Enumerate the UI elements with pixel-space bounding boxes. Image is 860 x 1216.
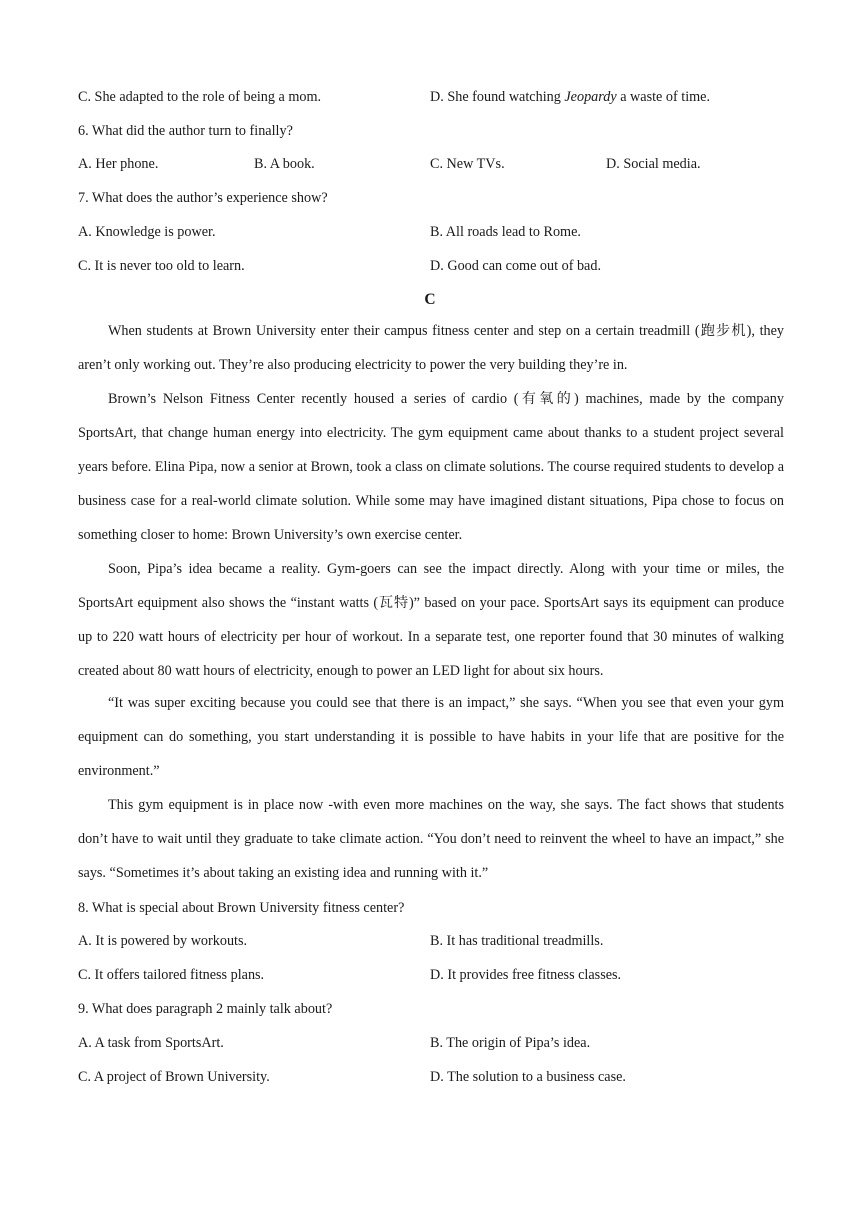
- q7-option-b: B. All roads lead to Rome.: [430, 224, 581, 240]
- q8-stem: 8. What is special about Brown University fitness center?: [78, 900, 405, 916]
- q6-option-d: D. Social media.: [606, 156, 701, 172]
- section-heading: C: [424, 291, 436, 308]
- q7-stem: 7. What does the author’s experience show?: [78, 190, 328, 206]
- q9-option-b: B. The origin of Pipa’s idea.: [430, 1035, 591, 1051]
- q8-option-d: D. It provides free fitness classes.: [430, 967, 622, 983]
- q5-option-d: [430, 87, 710, 107]
- q5-option-c: C. She adapted to the role of being a mom.: [78, 89, 322, 105]
- q9-stem: 9. What does paragraph 2 mainly talk about?: [78, 1001, 333, 1017]
- q6-option-a: A. Her phone.: [78, 156, 159, 172]
- passage-paragraph-1: When students at Brown University enter their campus fitness center and step on a certain treadmill (跑步机), they aren’t only working out. They’re also producing electricity to power the very building they’re in.: [78, 323, 784, 373]
- q5-option-d-text-post: a waste of time.: [616, 89, 711, 105]
- q6-option-b: B. A book.: [254, 156, 315, 172]
- q9-option-d: D. The solution to a business case.: [430, 1069, 626, 1085]
- q5-option-d-text-pre: D. She found watching: [430, 89, 565, 105]
- q6-stem: 6. What did the author turn to finally?: [78, 123, 293, 139]
- q8-option-b: B. It has traditional treadmills.: [430, 933, 604, 949]
- q5-option-d-show-title: Jeopardy: [564, 89, 617, 105]
- passage-paragraph-2: Brown’s Nelson Fitness Center recently housed a series of cardio (有氧的) machines, made by the company SportsArt, that change human energy into electricity. The gym equipment came about thanks to a student project several years before. Elina Pipa, now a senior at Brown, took a class on climate solutions. The course required students to develop a business case for a real-world climate solution. While some may have imagined distant situations, Pipa chose to focus on something closer to home: Brown University’s own exercise center.: [78, 391, 784, 543]
- q7-option-a: A. Knowledge is power.: [78, 224, 216, 240]
- q7-option-d: D. Good can come out of bad.: [430, 258, 601, 274]
- q8-option-a: A. It is powered by workouts.: [78, 933, 248, 949]
- q9-option-c: C. A project of Brown University.: [78, 1069, 270, 1085]
- passage-paragraph-4: “It was super exciting because you could see that there is an impact,” she says. “When you see that even your gym equipment can do something, you start understanding it is possible to have habits in your life that are positive for the environment.”: [78, 695, 784, 779]
- passage-paragraph-5: This gym equipment is in place now -with even more machines on the way, she says. The fact shows that students don’t have to wait until they graduate to take climate action. “You don’t need to reinvent the wheel to have an impact,” she says. “Sometimes it’s about taking an existing idea and running with it.”: [78, 797, 784, 881]
- q8-option-c: C. It offers tailored fitness plans.: [78, 967, 265, 983]
- passage-paragraph-3: Soon, Pipa’s idea became a reality. Gym-goers can see the impact directly. Along with your time or miles, the SportsArt equipment also shows the “instant watts (瓦特)” based on your pace. SportsArt says its equipment can produce up to 220 watt hours of electricity per hour of workout. In a separate test, one reporter found that 30 minutes of walking created about 80 watt hours of electricity, enough to power an LED light for about six hours.: [78, 561, 784, 679]
- q7-option-c: C. It is never too old to learn.: [78, 258, 245, 274]
- q6-option-c: C. New TVs.: [430, 156, 505, 172]
- q9-option-a: A. A task from SportsArt.: [78, 1035, 224, 1051]
